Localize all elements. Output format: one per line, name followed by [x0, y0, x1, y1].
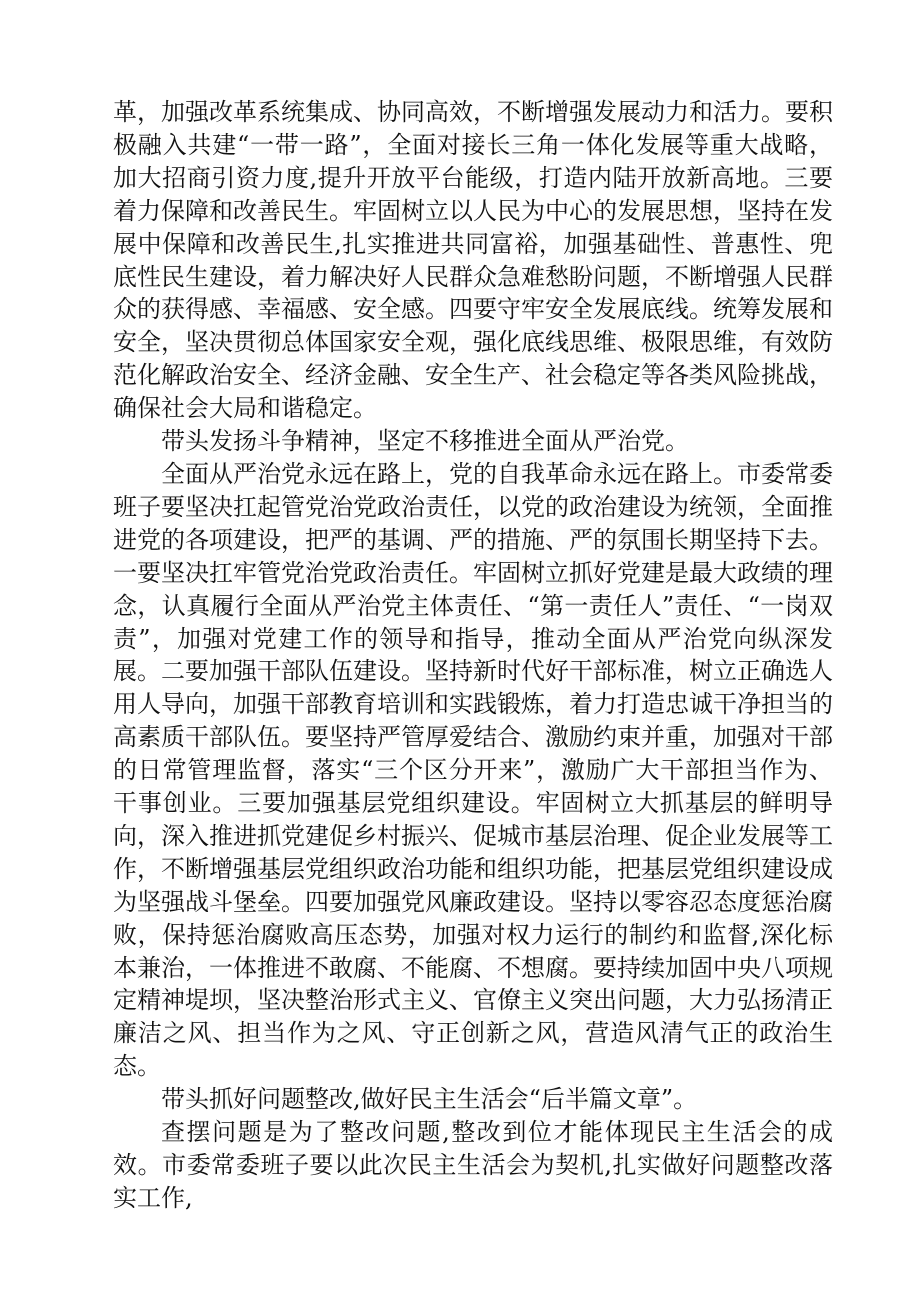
paragraph-rectification: 查摆问题是为了整改问题,整改到位才能体现民主生活会的成效。市委常委班子要以此次民主生活会为契机,扎实做好问题整改落实工作, [113, 1118, 833, 1212]
paragraph-party-governance: 全面从严治党永远在路上，党的自我革命永远在路上。市委常委班子要坚决扛起管党治党政治责任，以党的政治建设为统领，全面推进党的各项建设，把严的基调、严的措施、严的氛围长期坚持下去。一要坚决扛牢管党治党政治责任。牢固树立抓好党建是最大政绩的理念，认真履行全面从严治党主体责任、“第一责任人”责任、“一岗双责”，加强对党建工作的领导和指导，推动全面从严治党向纵深发展。二要加强干部队伍建设。坚持新时代好干部标准，树立正确选人用人导向，加强干部教育培训和实践锻炼，着力打造忠诚干净担当的高素质干部队伍。要坚持严管厚爱结合、激励约束并重，加强对干部的日常管理监督，落实“三个区分开来”，激励广大干部担当作为、干事创业。三要加强基层党组织建设。牢固树立大抓基层的鲜明导向，深入推进抓党建促乡村振兴、促城市基层治理、促企业发展等工作，不断增强基层党组织政治功能和组织功能，把基层党组织建设成为坚强战斗堡垒。四要加强党风廉政建设。坚持以零容忍态度惩治腐败，保持惩治腐败高压态势，加强对权力运行的制约和监督,深化标本兼治，一体推进不敢腐、不能腐、不想腐。要持续加固中央八项规定精神堤坝，坚决整治形式主义、官僚主义突出问题，大力弘扬清正廉洁之风、担当作为之风、守正创新之风，营造风清气正的政治生态。 [113, 459, 833, 1081]
document-body [113, 96, 833, 1215]
paragraph-continued: 革，加强改革系统集成、协同高效，不断增强发展动力和活力。要积极融入共建“一带一路”，全面对接长三角一体化发展等重大战略，加大招商引资力度,提升开放平台能级，打造内陆开放新高地。三要着力保障和改善民生。牢固树立以人民为中心的发展思想，坚持在发展中保障和改善民生,扎实推进共同富裕，加强基础性、普惠性、兜底性民生建设，着力解决好人民群众急难愁盼问题，不断增强人民群众的获得感、幸福感、安全感。四要守牢安全发展底线。统筹发展和安全，坚决贯彻总体国家安全观，强化底线思维、极限思维，有效防范化解政治安全、经济金融、安全生产、社会稳定等各类风险挑战，确保社会大局和谐稳定。 [113, 98, 833, 423]
section-heading-rectification: 带头抓好问题整改,做好民主生活会“后半篇文章”。 [161, 1085, 698, 1114]
section-heading-struggle-spirit: 带头发扬斗争精神，坚定不移推进全面从严治党。 [161, 427, 689, 456]
